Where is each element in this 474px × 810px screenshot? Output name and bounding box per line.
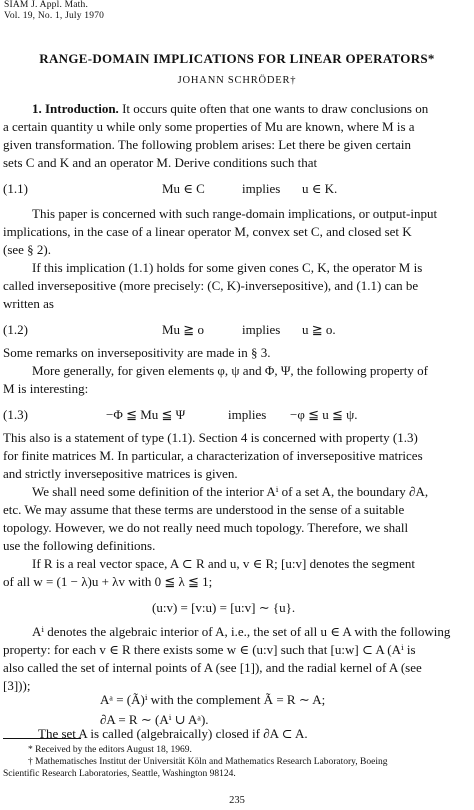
text-line: of all w = (1 − λ)u + λv with 0 ≦ λ ≦ 1; (3, 574, 213, 589)
segment-equation: (u:v) = [v:u) = [u:v] ∼ {u}. (152, 600, 296, 615)
equation-rhs: u ≧ o. (302, 322, 336, 337)
text-line: If this implication (1.1) holds for some given cones C, K, the operator M is (32, 260, 423, 275)
text-line: We shall need some definition of the interior Aⁱ of a set A, the boundary ∂A, (32, 484, 429, 499)
section-first-line (32, 101, 428, 117)
equation-lhs: −Φ ≦ Mu ≦ Ψ (106, 407, 186, 422)
footnote-rule (3, 738, 81, 739)
paper-title: RANGE-DOMAIN IMPLICATIONS FOR LINEAR OPERATORS* (39, 51, 435, 66)
equation-implies: implies (228, 407, 267, 422)
text-line: The set A is called (algebraically) closed if ∂A ⊂ A. (38, 726, 308, 741)
complement-equation: Aᵃ = (Ã)ⁱ with the complement Ã = R ∼ A; (100, 692, 326, 707)
text-line: written as (3, 296, 54, 311)
text-line: If R is a real vector space, A ⊂ R and u, v ∈ R; [u:v] denotes the segment (32, 556, 415, 571)
text-line: topology. However, we do not really need much topology. Therefore, we shall (3, 520, 409, 535)
page-number: 235 (229, 795, 245, 806)
text-line: also called the set of internal points of A (see [1]), and the radial kernel of A (see (3, 660, 422, 675)
section-heading: 1. Introduction. (32, 101, 119, 116)
text-line: Some remarks on inversepositivity are made in § 3. (3, 345, 271, 360)
text-line: given transformation. The following problem arises: Let there be given certain (3, 137, 412, 152)
footnote: † Mathematisches Institut der Universität Köln and Mathematics Research Laboratory, Boeing (28, 757, 388, 767)
equation-rhs: −φ ≦ u ≦ ψ. (290, 407, 358, 422)
equation-rhs: u ∈ K. (302, 181, 338, 196)
equation-number: (1.3) (3, 407, 28, 422)
journal-volume: Vol. 19, No. 1, July 1970 (4, 11, 105, 21)
text-line: It occurs quite often that one wants to draw conclusions on (122, 101, 429, 116)
text-line: etc. We may assume that these terms are understood in the sense of a suitable (3, 502, 405, 517)
text-line: property: for each v ∈ R there exists some w ∈ (u:v] such that [u:w] ⊂ A (Aⁱ is (3, 642, 416, 657)
text-line: This paper is concerned with such range-domain implications, or output-input (32, 206, 438, 221)
text-line: M is interesting: (3, 381, 89, 396)
equation-lhs: Mu ≧ o (162, 322, 204, 337)
text-line: sets C and K and an operator M. Derive conditions such that (3, 155, 318, 170)
text-line: called inversepositive (more precisely: (C, K)-inversepositive), and (1.1) can be (3, 278, 419, 293)
journal-name: SIAM J. Appl. Math. (4, 0, 89, 10)
text-line: use the following definitions. (3, 538, 156, 553)
text-line: (see § 2). (3, 242, 52, 257)
equation-implies: implies (242, 181, 281, 196)
equation-lhs: Mu ∈ C (162, 181, 205, 196)
text-line: a certain quantity u while only some properties of Mu are known, where M is a (3, 119, 415, 134)
footnote: Scientific Research Laboratories, Seattle, Washington 98124. (3, 769, 236, 779)
text-line: This also is a statement of type (1.1). Section 4 is concerned with property (1.3) (3, 430, 418, 445)
boundary-equation: ∂A = R ∼ (Aⁱ ∪ Aᵃ). (100, 712, 209, 727)
equation-number: (1.2) (3, 322, 28, 337)
text-line: Aⁱ denotes the algebraic interior of A, i.e., the set of all u ∈ A with the following (32, 624, 451, 639)
text-line: [3])); (3, 678, 31, 693)
text-line: implications, in the case of a linear operator M, convex set C, and closed set K (3, 224, 412, 239)
author: JOHANN SCHRÖDER† (177, 75, 297, 86)
text-line: and strictly inversepositive matrices is given. (3, 466, 238, 481)
footnote: * Received by the editors August 18, 1969. (28, 745, 192, 755)
text-line: for finite matrices M. In particular, a characterization of inversepositive matrices (3, 448, 423, 463)
text-line: More generally, for given elements φ, ψ and Φ, Ψ, the following property of (32, 363, 428, 378)
equation-implies: implies (242, 322, 281, 337)
equation-number: (1.1) (3, 181, 28, 196)
